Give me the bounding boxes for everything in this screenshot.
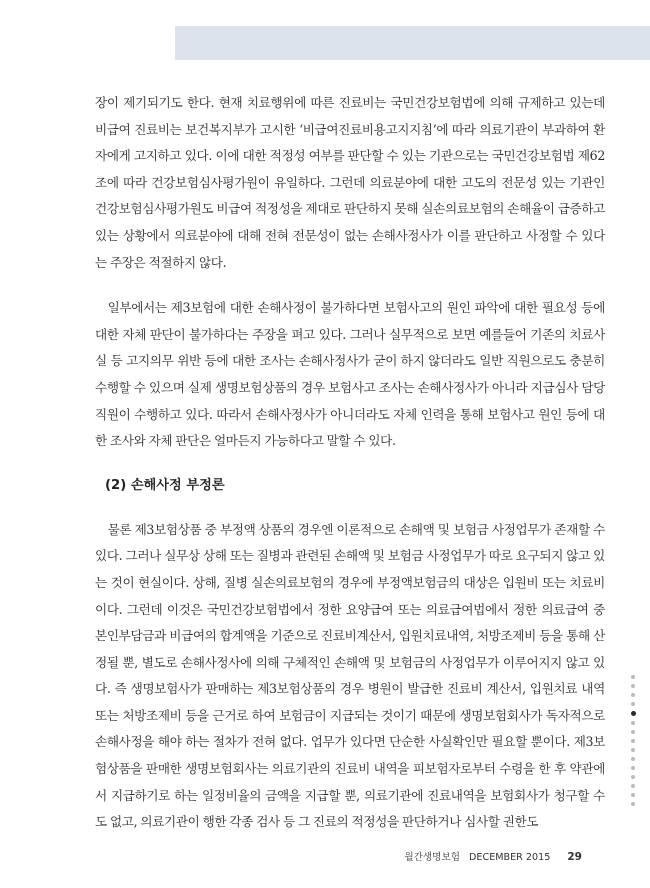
page-dot [631,721,635,725]
page-dot [631,730,635,734]
section-heading: (2) 손해사정 부정론 [105,477,225,493]
page-dot [631,684,635,688]
page-dot-active [631,711,636,716]
page-dot [631,757,635,761]
page-number: 29 [567,851,582,863]
paragraph-1: 장이 제기되기도 한다. 현재 치료행위에 따른 진료비는 국민건강보험법에 의해 규제하고 있는데 비급여 진료비는 보건복지부가 고시한 ‘비급여진료비용고지지침’에 따라 의료기관이 부과하여 환자에게 고지하고 있다. 이에 대한 적정성 여부를 판단할 수 있는 기관으로는 국민건강보험법 제62조에 따라 건강보험심사평가원이 유일하다. 그런데 의료분야에 대한 고도의 전문성 있는 기관인 건강보험심사평가원도 비급여 적정성을 제대로 판단하지 못해 실손의료보험의 손해율이 급증하고 있는 상황에서 의료분야에 대해 전혀 전문성이 없는 손해사정사가 이를 판단하고 사정할 수 있다는 주장은 적절하지 않다. [95,95,605,270]
page-footer [404,849,582,863]
page-dot [631,675,635,679]
page-dot [631,748,635,752]
paragraph-2: 일부에서는 제3보험에 대한 손해사정이 불가하다면 보험사고의 원인 파악에 대한 필요성 등에 대한 자체 판단이 불가하다는 주장을 펴고 있다. 그러나 실무적으로 보면 예를들어 기존의 치료사실 등 고지의무 위반 등에 대한 조사는 손해사정사가 굳이 하지 않더라도 일반 직원으로도 충분히 수행할 수 있으며 실제 생명보험상품의 경우 보험사고 조사는 손해사정사가 아니라 지급심사 담당 직원이 수행하고 있다. 따라서 손해사정사가 아니더라도 자체 인력을 통해 보험사고 원인 등에 대한 조사와 자체 판단은 얼마든지 가능하다고 말할 수 있다. [95,300,605,449]
paragraph-3: 물론 제3보험상품 중 부정액 상품의 경우엔 이론적으로 손해액 및 보험금 사정업무가 존재할 수 있다. 그러나 실무상 상해 또는 질병과 관련된 손해액 및 보험금 사정업무가 따로 요구되지 않고 있는 것이 현실이다. 상해, 질병 실손의료보험의 경우에 부정액보험금의 대상은 입원비 또는 치료비이다. 그런데 이것은 국민건강보험법에서 정한 요양급여 또는 의료급여법에서 정한 의료급여 중 본인부담금과 비급여의 합계액을 기준으로 진료비계산서, 입원치료내역, 처방조제비 등을 통해 산정될 뿐, 별도로 손해사정사에 의해 구체적인 손해액 및 보험금의 사정업무가 이루어지지 않고 있다. 즉 생명보험사가 판매하는 제3보험상품의 경우 병원이 발급한 진료비 계산서, 입원치료 내역 또는 처방조제비 등을 근거로 하여 보험금이 지급되는 것이기 때문에 생명보험회사가 독자적으로 손해사정을 해야 하는 절차가 전혀 없다. 업무가 있다면 단순한 사실확인만 필요할 뿐이다. 제3보험상품을 판매한 생명보험회사는 의료기관의 진료비 내역을 피보험자로부터 수령을 한 후 약관에서 지급하기로 하는 일정비율의 금액을 지급할 뿐, 의료기관에 진료내역을 보험회사가 청구할 수도 없고, 의료기관이 행한 각종 검사 등 그 진료의 적정성을 판단하거나 심사할 권한도 [95,521,605,830]
header-band [175,26,650,60]
page-dot [631,739,635,743]
page-dot [631,793,635,797]
page-dot [631,766,635,770]
page-dot [631,775,635,779]
page-dot [631,693,635,697]
page-dot [631,784,635,788]
article-body [95,90,605,855]
issue-date: DECEMBER 2015 [469,852,551,863]
page-dot [631,702,635,706]
publication-name: 월간생명보험 [404,852,460,863]
page-nav-dots [630,675,636,811]
page-dot [631,802,635,806]
